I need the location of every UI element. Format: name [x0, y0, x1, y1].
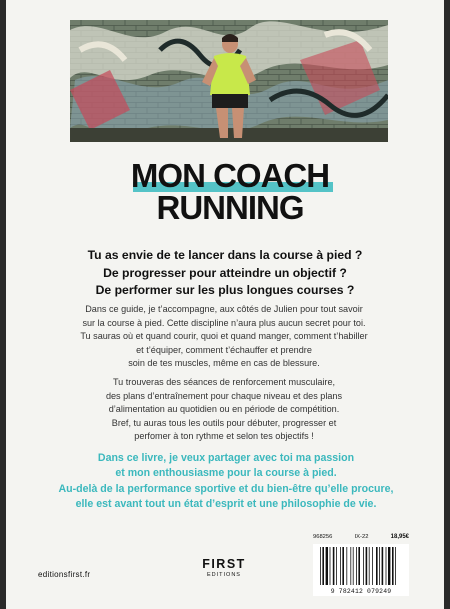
quote-line: Dans ce livre, je veux partager avec toi ma passion — [97, 452, 355, 464]
question-line: Tu as envie de te lancer dans la course à pied ? — [87, 248, 363, 262]
product-ref: IX-22 — [354, 534, 369, 540]
publisher-subtitle: EDITIONS — [207, 572, 241, 578]
paragraph-line: et t’équiper, comment t’échauffer et prendre — [136, 344, 312, 355]
publisher-logo — [194, 558, 254, 579]
paragraph-line: Tu sauras où et quand courir, quoi et quand manger, comment t’habiller — [80, 331, 368, 342]
quote-line: elle est avant tout un état d’esprit et une philosophie de vie. — [75, 498, 377, 511]
paragraph-line: soin de tes muscles, même en cas de blessure. — [128, 358, 320, 369]
question-line: De performer sur les plus longues courses ? — [95, 283, 355, 297]
quote-line: et mon enthousiasme pour la course à pied. — [115, 467, 337, 480]
questions-block — [6, 247, 444, 300]
paragraph-line: d’alimentation au quotidien ou en période de compétition. — [108, 404, 340, 415]
title-line-1: MON COACH — [130, 157, 330, 194]
content-paragraph — [46, 376, 402, 444]
paragraph-line: Bref, tu auras tous les outils pour débuter, progresser et — [111, 417, 337, 428]
paragraph-line: des plans d’entraînement pour chaque niveau et des plans — [105, 390, 343, 401]
book-title — [6, 157, 444, 226]
paragraph-line: Dans ce guide, je t’accompagne, aux côtés de Julien pour tout savoir — [85, 304, 363, 314]
barcode — [313, 544, 409, 596]
runner-graffiti-image — [70, 20, 388, 142]
publisher-name: FIRST — [202, 557, 246, 571]
question-line: De progresser pour atteindre un objectif ? — [103, 265, 347, 280]
product-code: 968256 — [313, 534, 333, 540]
paragraph-line: Tu trouveras des séances de renforcement musculaire, — [112, 377, 336, 387]
paragraph-line: sur la course à pied. Cette discipline n’aura plus aucun secret pour toi. — [82, 317, 366, 328]
isbn-number: 9 782412 079249 — [330, 588, 392, 595]
author-quote — [30, 451, 422, 513]
cover-photo — [70, 20, 388, 142]
price-label: 18,95€ — [390, 534, 409, 540]
publisher-website: editionsfirst.fr — [38, 570, 91, 579]
barcode-bars-icon — [319, 547, 403, 585]
product-meta — [313, 534, 409, 540]
paragraph-line: perfomer à ton rythme et selon tes objectifs ! — [134, 431, 314, 442]
intro-paragraph — [46, 303, 402, 371]
book-back-cover — [6, 0, 444, 609]
title-line-2: RUNNING — [156, 189, 304, 226]
quote-line: Au-delà de la performance sportive et du bien-être qu’elle procure, — [58, 482, 394, 495]
